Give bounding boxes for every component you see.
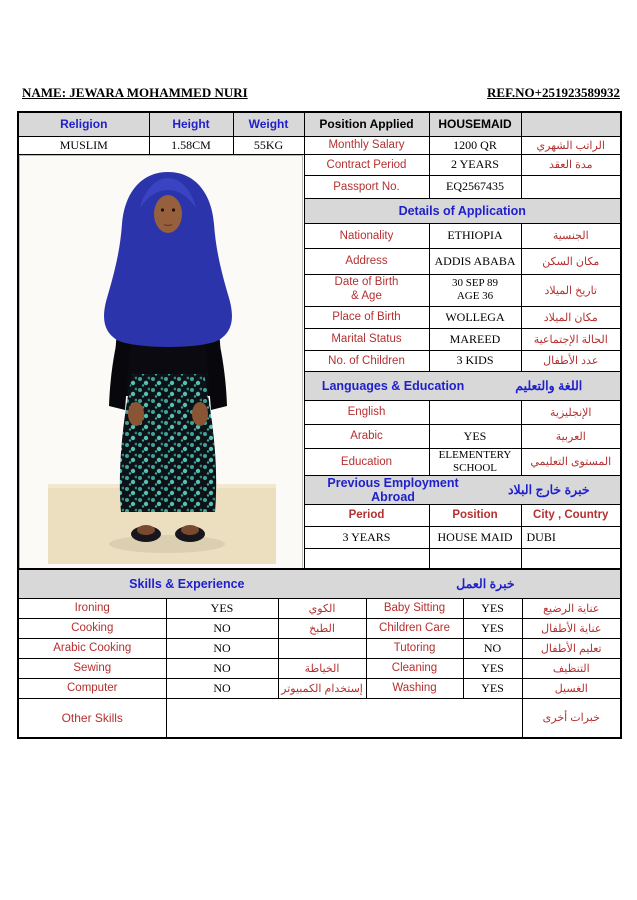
weight-value: 55KG: [233, 136, 304, 154]
table-row: [18, 136, 621, 154]
other-skills-label-arabic: خبرات أخرى: [522, 698, 621, 738]
skill-value: NO: [166, 618, 278, 638]
skills-table: [17, 568, 622, 739]
section-details-of-application: Details of Application: [304, 198, 621, 223]
employment-city-value: DUBI: [521, 526, 621, 548]
section-languages-education: [304, 371, 621, 400]
field-value: EQ2567435: [429, 175, 521, 198]
field-label-arabic: مدة العقد: [521, 154, 621, 175]
skill-label: Arabic Cooking: [18, 638, 166, 658]
section-header-row: [18, 569, 621, 598]
field-label: Contract Period: [304, 154, 429, 175]
field-value: MAREED: [429, 328, 521, 350]
skill-label: Baby Sitting: [366, 598, 463, 618]
height-header: Height: [149, 112, 233, 136]
field-label-arabic: الجنسية: [521, 223, 621, 248]
reference-number: REF.NO+251923589932: [487, 85, 620, 100]
section-employment-en: Previous Employment Abroad: [327, 475, 459, 504]
field-label-arabic: عدد الأطفال: [521, 350, 621, 371]
skills-row: [18, 658, 621, 678]
field-label: Place of Birth: [304, 306, 429, 328]
field-label: Address: [304, 248, 429, 274]
skill-value: YES: [463, 678, 522, 698]
section-languages-ar: اللغة والتعليم: [515, 379, 583, 393]
empty-cell: [521, 175, 621, 198]
field-label-arabic: تاريخ الميلاد: [521, 274, 621, 306]
field-label-arabic: العربية: [521, 424, 621, 448]
weight-header: Weight: [233, 112, 304, 136]
field-label: Education: [304, 448, 429, 475]
section-previous-employment: [304, 475, 621, 504]
section-skills-en: Skills & Experience: [129, 576, 245, 591]
field-label: [304, 274, 429, 306]
field-label: Arabic: [304, 424, 429, 448]
skill-label: Tutoring: [366, 638, 463, 658]
religion-value: MUSLIM: [18, 136, 149, 154]
field-label-arabic: الإنجليزية: [521, 400, 621, 424]
field-label-line1: Date of Birth: [334, 276, 399, 289]
skill-label: Sewing: [18, 658, 166, 678]
field-value: WOLLEGA: [429, 306, 521, 328]
employment-position-header: Position: [429, 504, 521, 526]
table-row: [18, 112, 621, 136]
other-skills-label: Other Skills: [18, 698, 166, 738]
skill-label-arabic: الخياطة: [278, 658, 366, 678]
field-value-line2: SCHOOL: [452, 461, 497, 474]
skill-value: NO: [166, 638, 278, 658]
skills-row: [18, 678, 621, 698]
skill-label-arabic: تعليم الأطفال: [522, 638, 621, 658]
applicant-name: NAME: JEWARA MOHAMMED NURI: [22, 85, 248, 100]
skill-label: Ironing: [18, 598, 166, 618]
field-label: Marital Status: [304, 328, 429, 350]
skill-label-arabic: إستخدام الكمبيوتر: [278, 678, 366, 698]
skill-label-arabic: الكوي: [278, 598, 366, 618]
field-label-line2: & Age: [351, 290, 382, 302]
field-value: YES: [429, 424, 521, 448]
field-value: 2 YEARS: [429, 154, 521, 175]
field-value: 3 KIDS: [429, 350, 521, 371]
skill-label-arabic: الطبخ: [278, 618, 366, 638]
skill-label: Cleaning: [366, 658, 463, 678]
skill-label-arabic: [278, 638, 366, 658]
field-value-line1: ELEMENTERY: [438, 448, 512, 461]
height-value: 1.58CM: [149, 136, 233, 154]
employment-period-header: Period: [304, 504, 429, 526]
other-skills-value: [166, 698, 522, 738]
table-row: [18, 154, 621, 175]
skill-label: Cooking: [18, 618, 166, 638]
skill-value: NO: [463, 638, 522, 658]
skills-row: [18, 598, 621, 618]
applicant-photo: [18, 154, 304, 574]
field-label-arabic: مكان الميلاد: [521, 306, 621, 328]
field-label-arabic: المستوى التعليمي: [521, 448, 621, 475]
field-value: 1200 QR: [429, 136, 521, 154]
field-value-line1: 30 SEP 89: [451, 277, 499, 290]
employment-position-value: HOUSE MAID: [429, 526, 521, 548]
applicant-photo-frame: [20, 156, 302, 570]
field-label-arabic: الراتب الشهري: [521, 136, 621, 154]
skill-value: NO: [166, 678, 278, 698]
skill-label-arabic: الغسيل: [522, 678, 621, 698]
section-skills-experience: [18, 569, 621, 598]
field-label: English: [304, 400, 429, 424]
position-applied-value: HOUSEMAID: [429, 112, 521, 136]
skill-value: YES: [463, 618, 522, 638]
applicant-details-table: [17, 111, 622, 575]
field-label: Passport No.: [304, 175, 429, 198]
field-value: ETHIOPIA: [429, 223, 521, 248]
field-value: ADDIS ABABA: [429, 248, 521, 274]
skill-label: Washing: [366, 678, 463, 698]
document-header: [22, 85, 620, 101]
skill-label: Children Care: [366, 618, 463, 638]
skill-label-arabic: التنظيف: [522, 658, 621, 678]
field-label: Nationality: [304, 223, 429, 248]
skill-value: NO: [166, 658, 278, 678]
field-label-arabic: الحالة الإجتماعية: [521, 328, 621, 350]
other-skills-row: [18, 698, 621, 738]
empty-header-cell: [521, 112, 621, 136]
section-skills-ar: خبرة العمل: [456, 577, 515, 592]
skill-value: YES: [463, 598, 522, 618]
field-value: [429, 448, 521, 475]
skill-label: Computer: [18, 678, 166, 698]
field-value: [429, 274, 521, 306]
skill-label-arabic: عناية الأطفال: [522, 618, 621, 638]
field-label: Monthly Salary: [304, 136, 429, 154]
skills-row: [18, 638, 621, 658]
skills-row: [18, 618, 621, 638]
field-label: No. of Children: [304, 350, 429, 371]
section-languages-en: Languages & Education: [321, 378, 465, 393]
skill-value: YES: [463, 658, 522, 678]
field-value-line2: AGE 36: [456, 290, 494, 302]
employment-city-header: City , Country: [521, 504, 621, 526]
field-value: [429, 400, 521, 424]
position-applied-header: Position Applied: [304, 112, 429, 136]
section-employment-ar: خبرة خارج البلاد: [507, 483, 590, 497]
applicant-photo-figure: [20, 156, 302, 570]
skill-value: YES: [166, 598, 278, 618]
skill-label-arabic: عناية الرضيع: [522, 598, 621, 618]
religion-header: Religion: [18, 112, 149, 136]
employment-period-value: 3 YEARS: [304, 526, 429, 548]
field-label-arabic: مكان السكن: [521, 248, 621, 274]
